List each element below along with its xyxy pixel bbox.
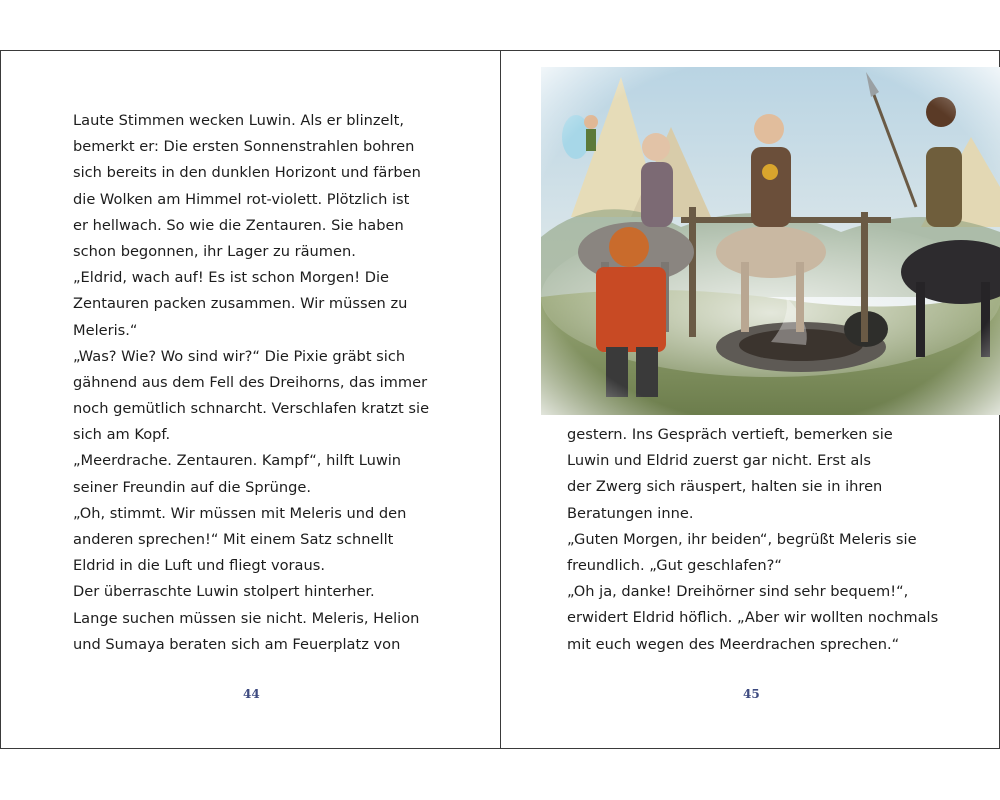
text-line: Lange suchen müssen sie nicht. Meleris, Helion (73, 609, 420, 627)
text-line: schon begonnen, ihr Lager zu räumen. (73, 242, 356, 260)
text-line: Laute Stimmen wecken Luwin. Als er blinzelt, (73, 112, 404, 129)
text-line: der Zwerg sich räuspert, halten sie in ihren (567, 478, 883, 496)
text-line: er hellwach. So wie die Zentauren. Sie haben (73, 216, 404, 234)
text-line: sich am Kopf. (73, 426, 171, 444)
text-line: „Was? Wie? Wo sind wir?“ Die Pixie gräbt sich (73, 347, 406, 365)
text-line: Luwin und Eldrid zuerst gar nicht. Erst als (567, 452, 871, 470)
text-line: „Oh, stimmt. Wir müssen mit Meleris und den (73, 504, 407, 522)
page-number-left: 44 (243, 687, 260, 701)
text-line: und Sumaya beraten sich am Feuerplatz von (73, 635, 401, 653)
text-line: anderen sprechen!“ Mit einem Satz schnellt (73, 531, 394, 548)
right-page-text (567, 422, 938, 658)
text-line: „Oh ja, danke! Dreihörner sind sehr bequem!“, (567, 583, 909, 601)
left-page (1, 51, 500, 748)
text-line: gestern. Ins Gespräch vertieft, bemerken sie (567, 426, 893, 443)
centaur-camp-illustration (541, 67, 1000, 415)
story-illustration (541, 67, 1000, 415)
text-line: Der überraschte Luwin stolpert hinterher. (73, 583, 375, 601)
text-line: noch gemütlich schnarcht. Verschlafen kratzt sie (73, 400, 430, 418)
text-line: „Guten Morgen, ihr beiden“, begrüßt Meleris sie (567, 530, 917, 548)
text-line: mit euch wegen des Meerdrachen sprechen.“ (567, 635, 900, 653)
book-spread (0, 50, 1000, 749)
text-line: Beratungen inne. (567, 504, 694, 522)
text-line: sich bereits in den dunklen Horizont und färben (73, 164, 421, 182)
text-line: freundlich. „Gut geschlafen?“ (567, 556, 782, 574)
text-line: „Meerdrache. Zentauren. Kampf“, hilft Luwin (73, 452, 402, 470)
text-line: „Eldrid, wach auf! Es ist schon Morgen! Die (73, 269, 389, 287)
text-line: Meleris.“ (73, 321, 138, 339)
page-number-right: 45 (743, 687, 760, 701)
text-line: bemerkt er: Die ersten Sonnenstrahlen bohren (73, 138, 415, 156)
text-line: gähnend aus dem Fell des Dreihorns, das immer (73, 373, 428, 391)
text-line: die Wolken am Himmel rot-violett. Plötzlich ist (73, 190, 410, 208)
text-line: seiner Freundin auf die Sprünge. (73, 478, 312, 496)
text-line: Eldrid in die Luft und fliegt voraus. (73, 557, 325, 575)
text-line: Zentauren packen zusammen. Wir müssen zu (73, 295, 408, 313)
left-page-text (73, 108, 429, 658)
right-page (501, 51, 1000, 748)
text-line: erwidert Eldrid höflich. „Aber wir wollten nochmals (567, 609, 939, 627)
